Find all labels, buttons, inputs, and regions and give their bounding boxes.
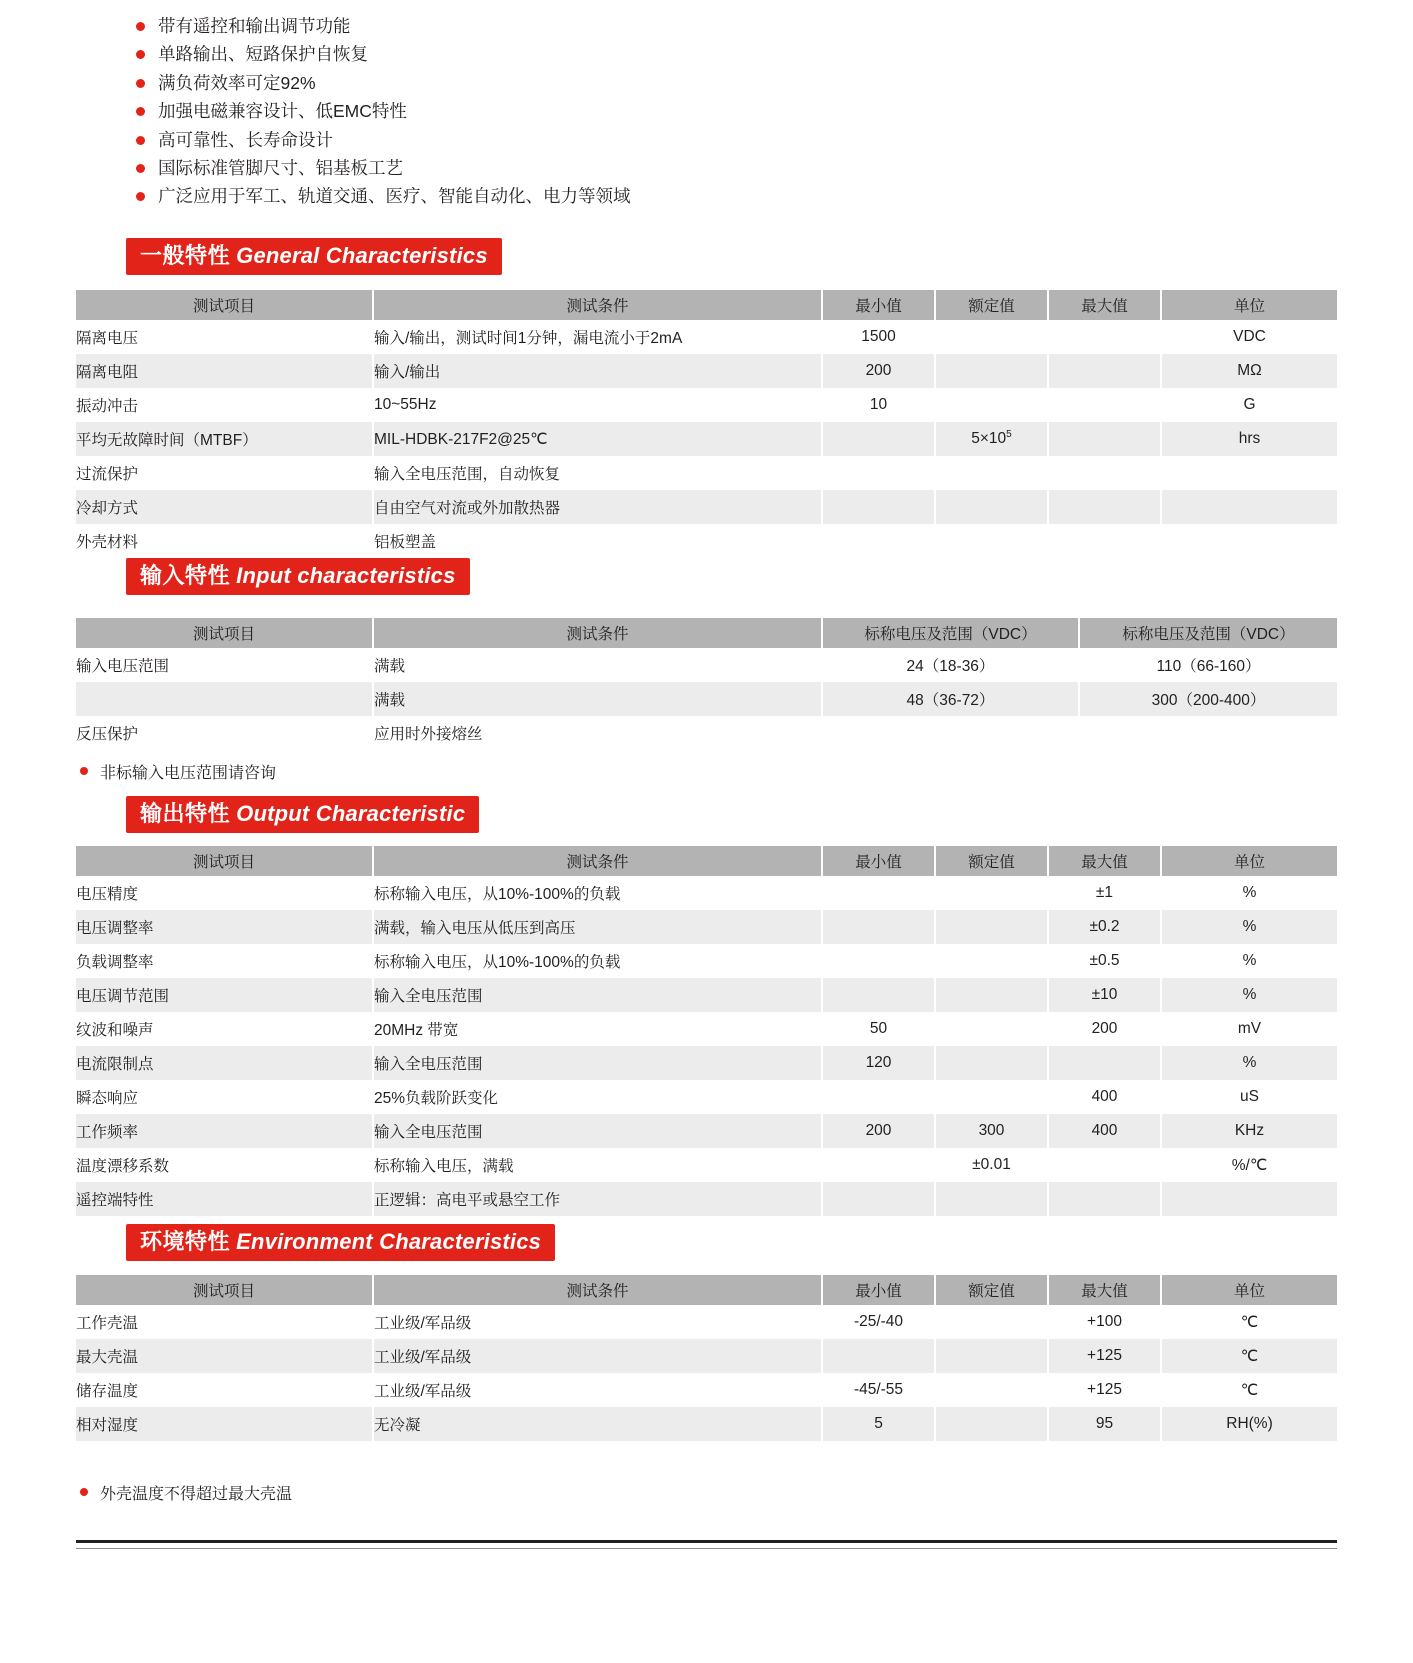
cell-condition: 正逻辑：高电平或悬空工作 (373, 1182, 822, 1216)
cell-unit: MΩ (1161, 354, 1337, 388)
cell-item: 电压调整率 (76, 910, 373, 944)
section-title-input (126, 558, 470, 595)
col-header-max: 最大值 (1048, 290, 1161, 320)
table-row (76, 1114, 1337, 1148)
cell-item: 隔离电压 (76, 320, 373, 354)
cell-min (822, 1148, 935, 1182)
cell-max (1048, 1046, 1161, 1080)
col-header-min: 最小值 (822, 290, 935, 320)
cell-condition: 无冷凝 (373, 1407, 822, 1441)
cell-unit: %/℃ (1161, 1148, 1337, 1182)
cell-item: 最大壳温 (76, 1339, 373, 1373)
cell-unit: uS (1161, 1080, 1337, 1114)
cell-item: 隔离电阻 (76, 354, 373, 388)
table-row (76, 1182, 1337, 1216)
table-header-row (76, 618, 1337, 648)
cell-condition: 工业级/军品级 (373, 1305, 822, 1339)
cell-max: +125 (1048, 1373, 1161, 1407)
col-header-typ: 额定值 (935, 290, 1048, 320)
cell-nominal-2: 110（66-160） (1079, 648, 1337, 682)
table-row (76, 1012, 1337, 1046)
table-row (76, 1080, 1337, 1114)
cell-max: +125 (1048, 1339, 1161, 1373)
cell-condition: 输入全电压范围，自动恢复 (373, 456, 822, 490)
table-row (76, 910, 1337, 944)
cell-min (822, 1080, 935, 1114)
cell-nominal-1 (822, 716, 1079, 750)
cell-typ (935, 876, 1048, 910)
cell-min (822, 944, 935, 978)
cell-condition: 工业级/军品级 (373, 1373, 822, 1407)
cell-item: 过流保护 (76, 456, 373, 490)
cell-item: 工作壳温 (76, 1305, 373, 1339)
section-title-output (126, 796, 479, 833)
cell-typ (935, 354, 1048, 388)
col-header-condition: 测试条件 (373, 290, 822, 320)
cell-typ (935, 456, 1048, 490)
col-header-condition: 测试条件 (373, 846, 822, 876)
cell-max (1048, 422, 1161, 456)
cell-item: 纹波和噪声 (76, 1012, 373, 1046)
list-item: 高可靠性、长寿命设计 (126, 126, 1226, 154)
cell-min (822, 1339, 935, 1373)
table-row (76, 1046, 1337, 1080)
cell-nominal-2 (1079, 716, 1337, 750)
table-row (76, 978, 1337, 1012)
cell-min (822, 524, 935, 558)
cell-unit: % (1161, 910, 1337, 944)
cell-typ (935, 1373, 1048, 1407)
section-title-en: Output Characteristic (236, 801, 466, 826)
col-header-item: 测试项目 (76, 1275, 373, 1305)
cell-max: ±1 (1048, 876, 1161, 910)
cell-unit (1161, 456, 1337, 490)
footer-rule-thin (76, 1548, 1337, 1549)
cell-nominal-2: 300（200-400） (1079, 682, 1337, 716)
cell-condition: 铝板塑盖 (373, 524, 822, 558)
cell-condition: 满载 (373, 648, 822, 682)
cell-min: -45/-55 (822, 1373, 935, 1407)
cell-typ (935, 910, 1048, 944)
cell-condition: 应用时外接熔丝 (373, 716, 822, 750)
cell-min (822, 1182, 935, 1216)
table-row (76, 1373, 1337, 1407)
cell-condition: 标称输入电压，满载 (373, 1148, 822, 1182)
cell-max: +100 (1048, 1305, 1161, 1339)
table-row (76, 354, 1337, 388)
cell-max: 400 (1048, 1114, 1161, 1148)
cell-min (822, 876, 935, 910)
cell-item: 负载调整率 (76, 944, 373, 978)
section-title-cn: 输入特性 (140, 563, 231, 588)
cell-typ (935, 944, 1048, 978)
cell-item: 瞬态响应 (76, 1080, 373, 1114)
cell-unit: hrs (1161, 422, 1337, 456)
list-item: 带有遥控和输出调节功能 (126, 12, 1226, 40)
cell-typ (935, 978, 1048, 1012)
table-environment (76, 1275, 1337, 1441)
cell-condition: 输入全电压范围 (373, 1114, 822, 1148)
cell-typ (935, 1080, 1048, 1114)
cell-unit: KHz (1161, 1114, 1337, 1148)
cell-typ (935, 388, 1048, 422)
cell-unit (1161, 524, 1337, 558)
cell-item: 工作频率 (76, 1114, 373, 1148)
table-row (76, 1148, 1337, 1182)
table-output (76, 846, 1337, 1216)
cell-typ (935, 422, 1048, 456)
table-row (76, 388, 1337, 422)
cell-unit: RH(%) (1161, 1407, 1337, 1441)
col-header-max: 最大值 (1048, 846, 1161, 876)
cell-condition: 输入/输出，测试时间1分钟，漏电流小于2mA (373, 320, 822, 354)
cell-item: 电压精度 (76, 876, 373, 910)
cell-item: 遥控端特性 (76, 1182, 373, 1216)
list-item: 满负荷效率可定92% (126, 69, 1226, 97)
mtbf-value: 5×10 (971, 430, 1007, 448)
cell-typ (935, 1305, 1048, 1339)
cell-condition: 10~55Hz (373, 388, 822, 422)
table-row (76, 456, 1337, 490)
cell-unit (1161, 1182, 1337, 1216)
cell-unit: % (1161, 978, 1337, 1012)
col-header-typ: 额定值 (935, 1275, 1048, 1305)
col-header-item: 测试项目 (76, 618, 373, 648)
mtbf-exponent: 5 (1006, 429, 1012, 441)
cell-unit: G (1161, 388, 1337, 422)
list-item: 广泛应用于军工、轨道交通、医疗、智能自动化、电力等领域 (126, 182, 1226, 210)
col-header-unit: 单位 (1161, 290, 1337, 320)
cell-condition: 20MHz 带宽 (373, 1012, 822, 1046)
cell-max: ±0.2 (1048, 910, 1161, 944)
cell-condition: 标称输入电压，从10%-100%的负载 (373, 876, 822, 910)
cell-min (822, 422, 935, 456)
cell-max: 200 (1048, 1012, 1161, 1046)
table-row (76, 1339, 1337, 1373)
cell-unit: ℃ (1161, 1339, 1337, 1373)
section-title-en: Environment Characteristics (236, 1229, 542, 1254)
cell-unit: ℃ (1161, 1373, 1337, 1407)
cell-item: 温度漂移系数 (76, 1148, 373, 1182)
cell-typ (935, 1339, 1048, 1373)
cell-typ: 300 (935, 1114, 1048, 1148)
cell-item: 储存温度 (76, 1373, 373, 1407)
cell-max (1048, 354, 1161, 388)
cell-item: 平均无故障时间（MTBF） (76, 422, 373, 456)
table-row (76, 682, 1337, 716)
cell-typ (935, 1182, 1048, 1216)
cell-min (822, 490, 935, 524)
cell-item: 电流限制点 (76, 1046, 373, 1080)
cell-condition: 25%负载阶跃变化 (373, 1080, 822, 1114)
table-row (76, 422, 1337, 456)
col-header-nominal-2: 标称电压及范围（VDC） (1079, 618, 1337, 648)
table-row (76, 490, 1337, 524)
cell-max (1048, 388, 1161, 422)
cell-typ (935, 1012, 1048, 1046)
table-row (76, 1407, 1337, 1441)
cell-item (76, 682, 373, 716)
table-row (76, 716, 1337, 750)
cell-max (1048, 1182, 1161, 1216)
cell-max (1048, 524, 1161, 558)
table-header-row (76, 1275, 1337, 1305)
cell-max: ±0.5 (1048, 944, 1161, 978)
cell-min (822, 456, 935, 490)
table-row (76, 944, 1337, 978)
cell-typ (935, 490, 1048, 524)
footer-rule-thick (76, 1540, 1337, 1543)
list-item: 国际标准管脚尺寸、铝基板工艺 (126, 154, 1226, 182)
cell-condition: 自由空气对流或外加散热器 (373, 490, 822, 524)
cell-item: 冷却方式 (76, 490, 373, 524)
cell-condition: 满载 (373, 682, 822, 716)
cell-max: 95 (1048, 1407, 1161, 1441)
table-header-row (76, 846, 1337, 876)
table-row (76, 320, 1337, 354)
cell-item: 电压调节范围 (76, 978, 373, 1012)
cell-item: 输入电压范围 (76, 648, 373, 682)
cell-nominal-1: 24（18-36） (822, 648, 1079, 682)
section-title-environment (126, 1224, 555, 1261)
feature-list (126, 12, 1226, 211)
cell-min: 50 (822, 1012, 935, 1046)
col-header-condition: 测试条件 (373, 618, 822, 648)
cell-max (1048, 320, 1161, 354)
cell-max (1048, 490, 1161, 524)
cell-condition: 满载，输入电压从低压到高压 (373, 910, 822, 944)
section-title-en: General Characteristics (236, 243, 488, 268)
cell-typ (935, 524, 1048, 558)
cell-condition: 标称输入电压，从10%-100%的负载 (373, 944, 822, 978)
list-item: 单路输出、短路保护自恢复 (126, 40, 1226, 68)
cell-item: 相对湿度 (76, 1407, 373, 1441)
cell-typ (935, 1046, 1048, 1080)
cell-min: 200 (822, 1114, 935, 1148)
cell-min: 120 (822, 1046, 935, 1080)
table-general (76, 290, 1337, 558)
cell-item: 反压保护 (76, 716, 373, 750)
cell-min (822, 978, 935, 1012)
table-input (76, 618, 1337, 750)
table-row (76, 876, 1337, 910)
cell-max: 400 (1048, 1080, 1161, 1114)
cell-max: ±10 (1048, 978, 1161, 1012)
table-row (76, 524, 1337, 558)
col-header-min: 最小值 (822, 846, 935, 876)
cell-unit: % (1161, 944, 1337, 978)
note-environment: 外壳温度不得超过最大壳温 (80, 1481, 292, 1504)
cell-unit: % (1161, 1046, 1337, 1080)
col-header-max: 最大值 (1048, 1275, 1161, 1305)
section-title-cn: 一般特性 (140, 243, 231, 268)
section-title-en: Input characteristics (236, 563, 456, 588)
cell-condition: 输入/输出 (373, 354, 822, 388)
cell-item: 振动冲击 (76, 388, 373, 422)
cell-unit: mV (1161, 1012, 1337, 1046)
cell-min: 1500 (822, 320, 935, 354)
section-title-cn: 环境特性 (140, 1229, 231, 1254)
cell-typ: ±0.01 (935, 1148, 1048, 1182)
cell-condition: MIL-HDBK-217F2@25℃ (373, 422, 822, 456)
col-header-typ: 额定值 (935, 846, 1048, 876)
list-item: 加强电磁兼容设计、低EMC特性 (126, 97, 1226, 125)
cell-condition: 输入全电压范围 (373, 978, 822, 1012)
cell-unit: % (1161, 876, 1337, 910)
cell-unit (1161, 490, 1337, 524)
col-header-min: 最小值 (822, 1275, 935, 1305)
col-header-item: 测试项目 (76, 290, 373, 320)
cell-min: 5 (822, 1407, 935, 1441)
cell-item: 外壳材料 (76, 524, 373, 558)
cell-condition: 输入全电压范围 (373, 1046, 822, 1080)
cell-unit: ℃ (1161, 1305, 1337, 1339)
section-title-cn: 输出特性 (140, 801, 231, 826)
section-title-general (126, 238, 502, 275)
col-header-unit: 单位 (1161, 846, 1337, 876)
cell-min: -25/-40 (822, 1305, 935, 1339)
note-input: 非标输入电压范围请咨询 (80, 760, 276, 783)
cell-max (1048, 1148, 1161, 1182)
cell-nominal-1: 48（36-72） (822, 682, 1079, 716)
cell-min (822, 910, 935, 944)
table-header-row (76, 290, 1337, 320)
col-header-nominal-1: 标称电压及范围（VDC） (822, 618, 1079, 648)
col-header-item: 测试项目 (76, 846, 373, 876)
table-row (76, 1305, 1337, 1339)
cell-max (1048, 456, 1161, 490)
cell-min: 10 (822, 388, 935, 422)
table-row (76, 648, 1337, 682)
cell-min: 200 (822, 354, 935, 388)
cell-condition: 工业级/军品级 (373, 1339, 822, 1373)
col-header-unit: 单位 (1161, 1275, 1337, 1305)
cell-typ (935, 320, 1048, 354)
cell-typ (935, 1407, 1048, 1441)
cell-unit: VDC (1161, 320, 1337, 354)
col-header-condition: 测试条件 (373, 1275, 822, 1305)
